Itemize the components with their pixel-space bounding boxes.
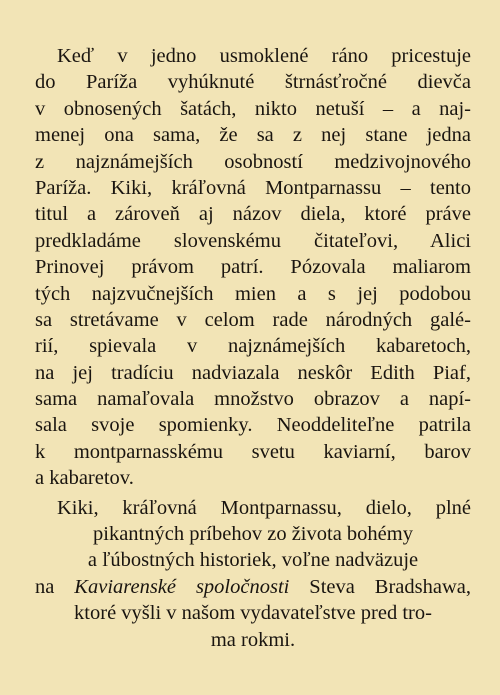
text-block bbox=[35, 43, 471, 653]
text-line: a kabaretov. bbox=[35, 467, 134, 490]
paragraph-1 bbox=[35, 43, 471, 492]
text-line: sa stretávame v celom rade národných galé- bbox=[35, 308, 471, 331]
text-line bbox=[35, 574, 471, 600]
text-line: ktoré vyšli v našom vydavateľstve pred tro- bbox=[74, 602, 432, 625]
text-fragment: Steva Bradshawa, bbox=[289, 575, 471, 598]
text-line: sama namaľovala množstvo obrazov a napí- bbox=[35, 388, 471, 411]
text-line: titul a zároveň aj názov diela, ktoré práve bbox=[35, 203, 471, 226]
text-line: menej ona sama, že sa z nej stane jedna bbox=[35, 124, 471, 147]
text-line: na jej tradíciu nadviazala neskôr Edith Piaf, bbox=[35, 361, 471, 384]
text-line: Prinovej právom patrí. Pózovala maliarom bbox=[35, 256, 471, 279]
text-line: pikantných príbehov zo života bohémy bbox=[93, 523, 413, 546]
text-line: k montparnasskému svetu kaviarní, barov bbox=[35, 440, 471, 463]
text-line: ma rokmi. bbox=[210, 628, 296, 651]
text-line: rií, spievala v najznámejších kabaretoch, bbox=[35, 335, 471, 358]
text-line: Paríža. Kiki, kráľovná Montparnassu – tento bbox=[35, 176, 471, 199]
text-line: tých najzvučnejších mien a s jej podobou bbox=[35, 282, 471, 305]
text-line: Kiki, kráľovná Montparnassu, dielo, plné bbox=[57, 496, 471, 519]
text-line: Keď v jedno usmoklené ráno pricestuje bbox=[57, 45, 471, 67]
text-line: sala svoje spomienky. Neoddeliteľne patrila bbox=[35, 414, 471, 437]
book-title-italic: Kaviarenské spoločnosti bbox=[74, 575, 290, 598]
text-line: do Paríža vyhúknuté štrnásťročné dievča bbox=[35, 71, 471, 94]
text-line: z najznámejších osobností medzivojnového bbox=[35, 150, 471, 173]
text-line: a ľúbostných historiek, voľne nadväzuje bbox=[87, 549, 419, 572]
text-line: v obnosených šatách, nikto netuší – a naj- bbox=[35, 97, 471, 120]
text-line: predkladáme slovenskému čitateľovi, Alici bbox=[35, 229, 471, 252]
text-fragment: na bbox=[35, 575, 75, 598]
paragraph-2 bbox=[35, 495, 471, 653]
